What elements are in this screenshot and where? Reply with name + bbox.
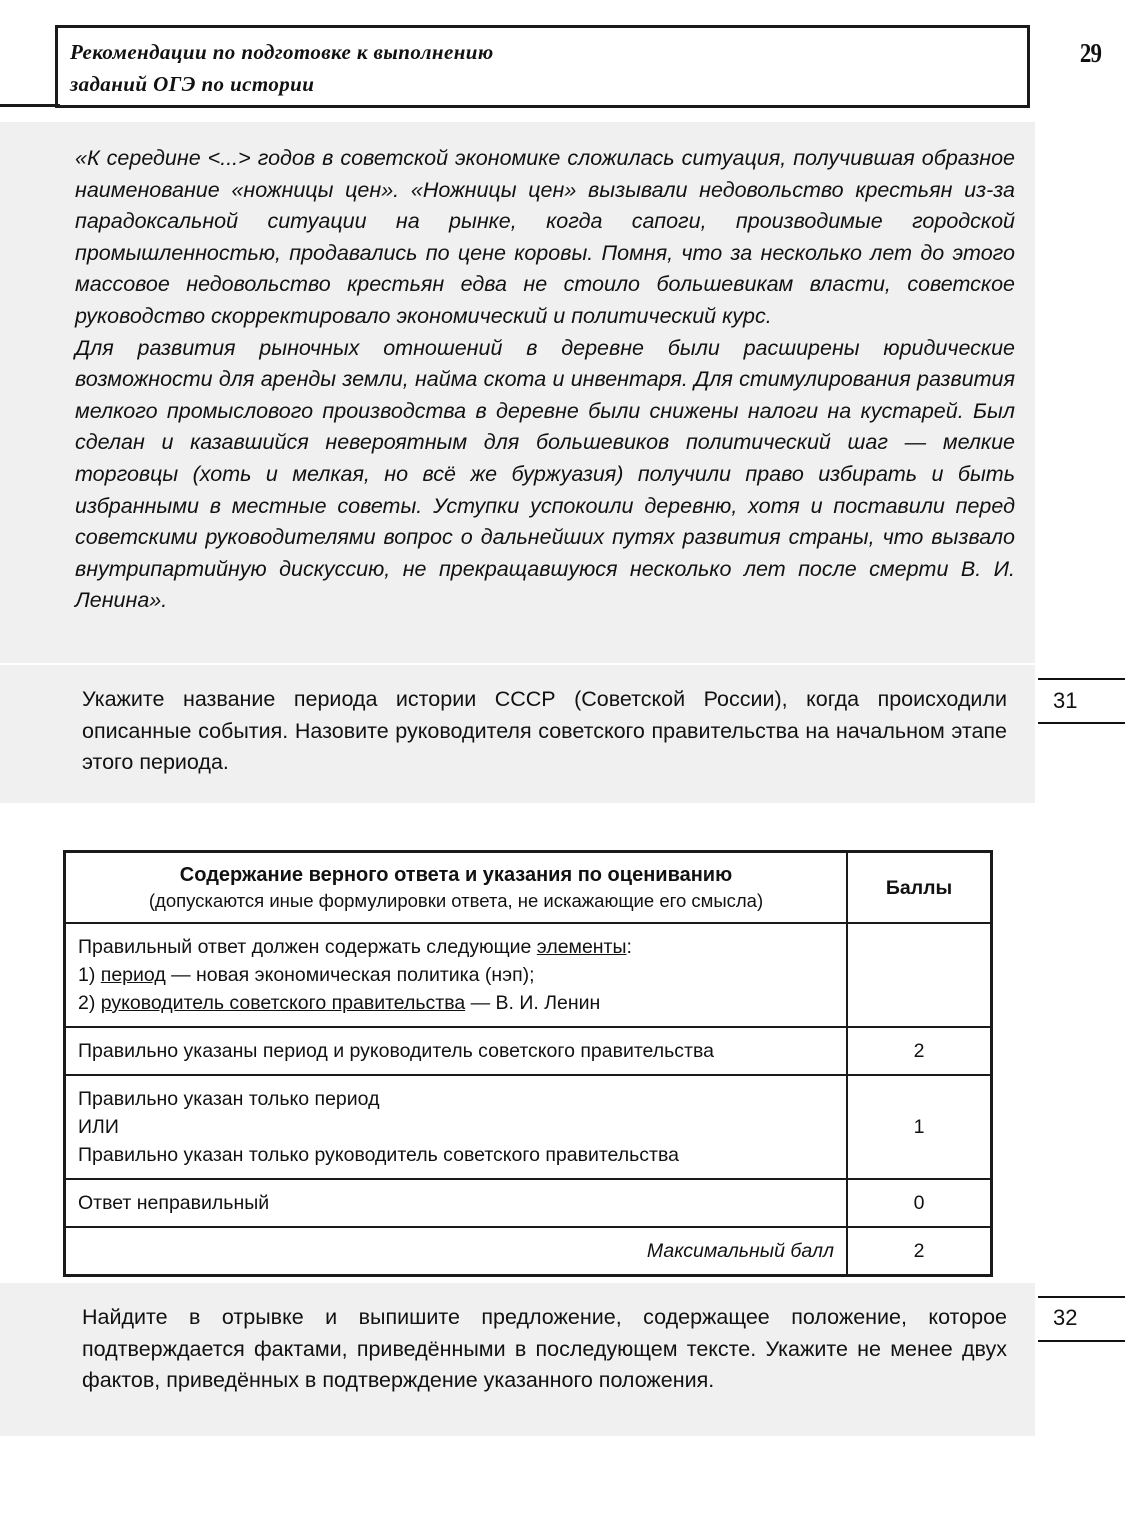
task-32-text: Найдите в отрывке и выпишите предложение, содержащее положение, которое подтверждается фактами, приведёнными в последующем тексте. Укажите не менее двух фактов, приведённых в подтверждение указанного положения. bbox=[82, 1305, 1007, 1392]
max-score-value: 2 bbox=[847, 1227, 992, 1276]
criterion-line: Правильно указан только руководитель советского правительства bbox=[78, 1144, 679, 1166]
answer-line: 1) период — новая экономическая политика (нэп); bbox=[78, 964, 535, 986]
criterion-cell: Правильно указаны период и руководитель советского правительства bbox=[65, 1027, 848, 1075]
table-header-content-cell bbox=[65, 852, 848, 924]
source-paragraph-2: Для развития рыночных отношений в деревне были расширены юридические возможности для аренды земли, найма скота и инвентаря. Для стимулирования развития мелкого промыслового производства в деревне были снижены налоги на кустарей. Был сделан и казавшийся невероятным для большевиков политический шаг — мелкие торговцы (хоть и мелкая, но всё же буржуазия) получили право избирать и быть избранными в местные советы. Уступки успокоили деревню, хотя и поставили перед советскими руководителями вопрос о дальнейших путях развития страны, что вызвало внутрипартийную дискуссию, не прекращавшуюся несколько лет после смерти В. И. Ленина». bbox=[75, 335, 1015, 613]
answer-line: 2) руководитель советского правительства — В. И. Ленин bbox=[78, 992, 601, 1014]
source-excerpt bbox=[75, 143, 1015, 617]
criterion-score: 0 bbox=[847, 1179, 992, 1227]
table-row bbox=[65, 923, 992, 1027]
task-31-marker: 31 bbox=[1053, 688, 1078, 713]
table-header-score: Баллы bbox=[847, 852, 992, 924]
answer-line: Правильный ответ должен содержать следующие элементы: bbox=[78, 936, 632, 958]
max-score-label: Максимальный балл bbox=[65, 1227, 848, 1276]
criterion-cell bbox=[65, 1075, 848, 1179]
answer-elements-score bbox=[847, 923, 992, 1027]
task-31-marker-rule-bottom bbox=[1038, 722, 1125, 724]
table-header-row bbox=[65, 852, 992, 924]
task-32-marker-rule-bottom bbox=[1038, 1340, 1125, 1342]
table-row bbox=[65, 1075, 992, 1179]
page-number: 29 bbox=[1079, 38, 1102, 68]
task-31-text: Укажите название периода истории СССР (Советской России), когда происходили описанные события. Назовите руководителя советского правительства на начальном этапе этого периода. bbox=[82, 687, 1007, 774]
header-title-line-2: заданий ОГЭ по истории bbox=[70, 72, 315, 96]
answer-elements-cell bbox=[65, 923, 848, 1027]
table-header-subtitle: (допускаются иные формулировки ответа, не искажающие его смысла) bbox=[148, 890, 764, 911]
table-row bbox=[65, 1179, 992, 1227]
header-title-line-1: Рекомендации по подготовке к выполнению bbox=[70, 40, 494, 64]
criterion-line: Правильно указан только период bbox=[78, 1088, 380, 1110]
table-header-title: Содержание верного ответа и указания по оцениванию bbox=[179, 864, 733, 886]
task-32-marker-rule-top bbox=[1038, 1296, 1125, 1298]
criterion-cell: Ответ неправильный bbox=[65, 1179, 848, 1227]
task-31-marker-rule-top bbox=[1038, 678, 1125, 680]
task-32-marker: 32 bbox=[1053, 1305, 1078, 1330]
table-row bbox=[65, 1027, 992, 1075]
header-title bbox=[70, 36, 770, 100]
criterion-score: 1 bbox=[847, 1075, 992, 1179]
page-header bbox=[55, 25, 1030, 108]
header-rule-left bbox=[0, 104, 60, 107]
grading-table bbox=[63, 850, 993, 1277]
table-max-row bbox=[65, 1227, 992, 1276]
criterion-score: 2 bbox=[847, 1027, 992, 1075]
criterion-line: ИЛИ bbox=[78, 1116, 119, 1138]
source-paragraph-1: «К середине <...> годов в советской экономике сложилась ситуация, получившая образное наименование «ножницы цен». «Ножницы цен» вызывали недовольство крестьян из-за парадоксальной ситуации на рынке, когда сапоги, производимые городской промышленностью, продавались по цене коровы. Помня, что за несколько лет до этого массовое недовольство крестьян едва не стоило большевикам власти, советское руководство скорректировало экономический и политический курс. bbox=[75, 146, 1015, 328]
